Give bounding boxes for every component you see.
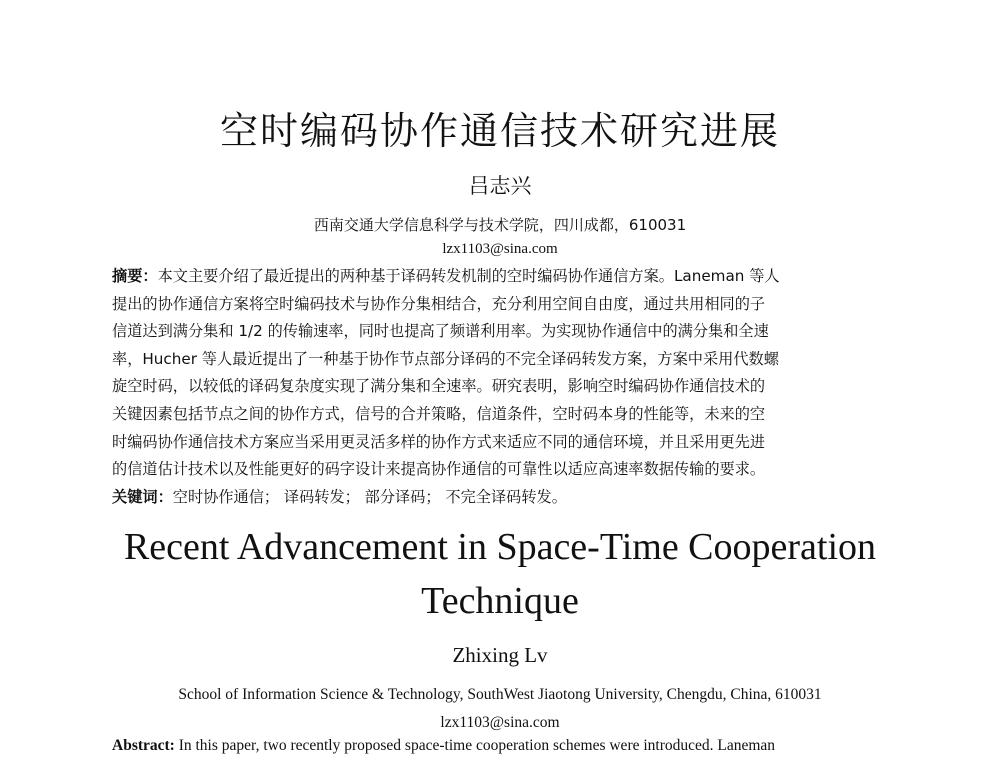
abstract-line: 旋空时码，以较低的译码复杂度实现了满分集和全速率。研究表明，影响空时编码协作通信技术的 bbox=[112, 377, 766, 396]
english-abstract-text: In this paper, two recently proposed space-time cooperation schemes were introduced. Laneman bbox=[178, 737, 776, 754]
abstract-line bbox=[112, 263, 882, 291]
english-abstract bbox=[112, 737, 892, 755]
chinese-title: 空时编码协作通信技术研究进展 bbox=[219, 109, 780, 153]
abstract-line: 信道达到满分集和 1/2 的传输速率，同时也提高了频谱利用率。为实现协作通信中的满分集和全速 bbox=[112, 322, 769, 341]
chinese-affiliation: 西南交通大学信息科学与技术学院，四川成都，610031 bbox=[313, 216, 687, 234]
keywords-text: 空时协作通信； 译码转发； 部分译码； 不完全译码转发。 bbox=[172, 487, 567, 506]
chinese-author: 吕志兴 bbox=[468, 174, 532, 198]
english-author: Zhixing Lv bbox=[452, 643, 548, 667]
english-title-line1: Recent Advancement in Space-Time Cooperation bbox=[123, 526, 877, 568]
abstract-line: 提出的协作通信方案将空时编码技术与协作分集相结合，充分利用空间自由度，通过共用相同的子 bbox=[112, 294, 766, 313]
english-email: lzx1103@sina.com bbox=[440, 714, 560, 731]
english-title-line2: Technique bbox=[421, 580, 579, 622]
abstract-line: 率，Hucher 等人最近提出了一种基于协作节点部分译码的不完全译码转发方案，方案中采用代数螺 bbox=[112, 349, 779, 368]
abstract-line: 关键因素包括节点之间的协作方式，信号的合并策略，信道条件，空时码本身的性能等，未来的空 bbox=[112, 404, 766, 423]
keywords-line bbox=[112, 484, 882, 512]
english-affiliation: School of Information Science & Technology, SouthWest Jiaotong University, Chengdu, China, 610031 bbox=[178, 686, 822, 703]
keywords-label: 关键词： bbox=[112, 487, 173, 506]
abstract-text: 本文主要介绍了最近提出的两种基于译码转发机制的空时编码协作通信方案。Laneman 等人 bbox=[157, 267, 780, 285]
abstract-line: 的信道估计技术以及性能更好的码字设计来提高协作通信的可靠性以适应高速率数据传输的要求。 bbox=[112, 460, 766, 479]
abstract-label: 摘要： bbox=[112, 267, 158, 285]
chinese-abstract bbox=[112, 263, 882, 511]
chinese-email: lzx1103@sina.com bbox=[442, 241, 558, 257]
abstract-line: 时编码协作通信技术方案应当采用更灵活多样的协作方式来适应不同的通信环境，并且采用更先进 bbox=[112, 432, 766, 451]
english-abstract-label: Abstract: bbox=[112, 737, 175, 754]
english-title bbox=[0, 520, 1000, 628]
